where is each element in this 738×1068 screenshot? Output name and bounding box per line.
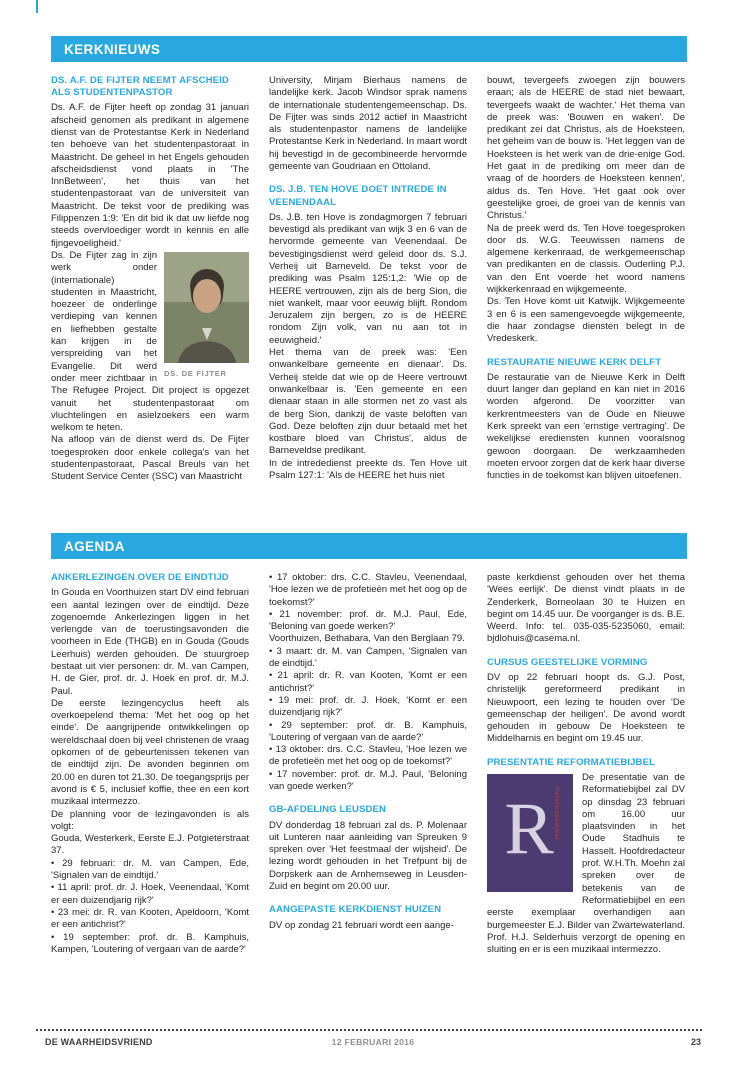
agenda-column-3 bbox=[487, 572, 685, 1014]
agenda-list-item: • 21 april: dr. R. van Kooten, 'Komt er een antichrist?' bbox=[269, 670, 467, 694]
agenda-venue-voorthuizen: Voorthuizen, Bethabara, Van den Berglaan 79. bbox=[269, 633, 465, 645]
agenda-section-bar bbox=[51, 533, 687, 559]
agenda-paragraph-continued: paste kerkdienst gehouden over het thema 'Wees eerlijk'. De dienst vindt plaats in de Zenderkerk, Borneolaan 30 te Huizen en begint om 14.45 uur. De voorganger is ds. B.E. Weerd. Info: tel. 035-035-5235060, email: bjdlohuis@casema.nl. bbox=[487, 572, 685, 645]
agenda-list-item: • 11 april: prof. dr. J. Hoek, Veenendaal, 'Komt er een duizendjarig rijk?' bbox=[51, 882, 249, 906]
agenda-columns bbox=[51, 572, 687, 1014]
agenda-list-item: • 23 mei: dr. R. van Kooten, Apeldoorn, 'Komt er een antichrist?' bbox=[51, 906, 249, 931]
agenda-heading-cursus: CURSUS GEESTELIJKE VORMING bbox=[487, 656, 648, 668]
article-heading-de-fijter: DS. A.F. DE FIJTER NEEMT AFSCHEID ALS STUDENTENPASTOR bbox=[51, 75, 229, 99]
photo-caption: DS. DE FIJTER bbox=[164, 368, 227, 378]
agenda-body-with-cover bbox=[487, 772, 685, 956]
agenda-paragraph: In Gouda en Voorthuizen start DV eind februari een aantal lezingen over de eindtijd. Deze zogenoemde Ankerlezingen liggen in het verlengde van de toerustingsavonden die voorheen in Ede (THGB) en in Gouda (Gouds Leerhuis) werden gehouden. De stuurgroep bestaat uit vier personen: dr. M. van Campen, H. de Gier, prof. dr. J. Hoek en prof. dr. M.J. Paul. bbox=[51, 587, 249, 697]
page-footer bbox=[45, 1037, 701, 1051]
agenda-heading-reformatiebijbel: PRESENTATIE REFORMATIEBIJBEL bbox=[487, 756, 656, 768]
kerknieuws-column-2 bbox=[269, 75, 467, 533]
article-paragraph: Het thema van de preek was: 'Een onwankelbare gemeente en dienaar'. Ds. Verheij stelde dat wie op de Heere vertrouwt onwankelbaar is. 'Een gemeente en een dienaar staan in alle stormen net zo vast als de berg Sion, dankzij de vaste beloften van God. Deze beloften zijn duur betaald met het kostbare bloed van Christus', aldus de Barneveldse predikant. bbox=[269, 347, 467, 457]
cover-spine-text: Reformatiebijbel bbox=[553, 786, 559, 840]
kerknieuws-column-3 bbox=[487, 75, 685, 533]
publication-name: DE WAARHEIDSVRIEND bbox=[45, 1037, 153, 1047]
agenda-section-title: AGENDA bbox=[64, 538, 125, 554]
agenda-list-item: • 3 maart: dr. M. van Campen, 'Signalen van de eindtijd.' bbox=[269, 645, 467, 670]
agenda-venue-gouda: Gouda, Westerkerk, Eerste E.J. Potgieterstraat 37. bbox=[51, 833, 249, 857]
kerknieuws-columns bbox=[51, 75, 687, 533]
article-body-with-photo bbox=[51, 250, 249, 484]
agenda-paragraph: DV op zondag 21 februari wordt een aange- bbox=[269, 919, 454, 931]
agenda-paragraph: DV donderdag 18 februari zal ds. P. Molenaar uit Lunteren naar aanleiding van Spreuken 9 spreken over 'Het feestmaal der wijsheid'. De lezing wordt gehouden in het Trefpunt bij de Dorpskerk aan de Arnhemseweg in Leusden-Zuid en begint om 20.00 uur. bbox=[269, 819, 467, 893]
article-paragraph-continued: bouwt, tevergeefs zwoegen zijn bouwers eraan; als de HEERE de stad niet bewaart, tevergeefs waakt de wachter.' Het thema van de preek was: 'Bouwen en waken'. De predikant zei dat Christus, als de Hoeksteen, het geheim van de bouw is. 'Het leggen van de Hoeksteen is het werk van de drie-enige God. Het gaat in de prediking om meer dan de vraag of de hoorders de Hoeksteen kennen', aldus ds. Ten Hove. 'Het gaat ook over geestelijke groei, de groei van de kennis van Christus.' bbox=[487, 75, 685, 222]
agenda-list-item: • 17 november: prof. dr. M.J. Paul, 'Beloning van goede werken?' bbox=[269, 768, 467, 793]
agenda-list-item: • 19 september: prof. dr. B. Kamphuis, Kampen, 'Loutering of vergaan van de aarde?' bbox=[51, 931, 249, 955]
kerknieuws-column-1 bbox=[51, 75, 249, 533]
agenda-list-item: • 29 februari: dr. M. van Campen, Ede, 'Signalen van de eindtijd.' bbox=[51, 857, 249, 882]
article-paragraph: Na de preek werd ds. Ten Hove toegesproken door ds. W.G. Teeuwissen namens de algemene kerkenraad, de werkgemeenschap van predikanten en de classis. Ouderling P.J. van den Ent voerde het woord namens wijkkerkenraad en wijkgemeente. bbox=[487, 222, 685, 296]
agenda-paragraph: DV op 22 februari hoopt ds. G.J. Post, christelijk gereformeerd predikant in Nieuwpoort, een lezing te houden over 'De gemeenschap der heiligen'. De avond wordt gehouden in gebouw De Hoeksteen te Middelharnis en begint om 19.45 uur. bbox=[487, 671, 685, 745]
article-paragraph: De restauratie van de Nieuwe Kerk in Delft duurt langer dan gepland en kan niet in 2016 worden afgerond. De voorzitter van kerkrentmeesters van de Oude en Nieuwe Kerk spreekt van een 'ernstige vertraging'. De wekelijkse erediensten kunnen vooralsnog gewoon doorgaan. De werkzaamheden moeten ervoor zorgen dat de kerk haar diverse functies in de toekomst kan blijven uitoefenen. bbox=[487, 371, 685, 482]
reformatiebijbel-cover-image bbox=[487, 774, 573, 892]
agenda-list-item: • 21 november: prof. dr. M.J. Paul, Ede, 'Beloning van goede werken?' bbox=[269, 608, 467, 633]
agenda-heading-kerkdienst-huizen: AANGEPASTE KERKDIENST HUIZEN bbox=[269, 904, 442, 916]
article-paragraph: Ds. De Fijter zag in zijn werk onder (internationale) studenten in Maastricht, hoezeer de onderlinge verdieping van kennen en liefhebben gestalte kan krijgen in de verspreiding van het Evangelie. Dit werd onder meer zichtbaar in The Refugee Project. Dit project is opgezet vanuit het studentenpastoraat om vluchtelingen en asielzoekers een warm welkom te heten. bbox=[51, 249, 249, 434]
agenda-list-item: • 29 september: prof. dr. B. Kamphuis, 'Loutering of vergaan van de aarde?' bbox=[269, 719, 467, 743]
agenda-column-1 bbox=[51, 572, 249, 1014]
agenda-list-item: • 13 oktober: drs. C.C. Stavleu, 'Hoe lezen we de profetieën met het oog op de toekomst?' bbox=[269, 744, 467, 768]
article-paragraph: Na afloop van de dienst werd ds. De Fijter toegesproken door enkele collega's van het studentenpastoraat, Pascal Breuls van het Student Service Center (SSC) van Maastricht bbox=[51, 434, 249, 483]
page-number: 23 bbox=[690, 1037, 701, 1047]
agenda-paragraph: De planning voor de lezingavonden is als volgt: bbox=[51, 808, 249, 832]
article-paragraph: Ds. A.F. de Fijter heeft op zondag 31 januari afscheid genomen als predikant in algemene dienst van de Protestantse Kerk in Nederland ten behoeve van het studentenpastoraat in Maastricht. De geheel in het Engels gehouden afscheidsdienst vond plaats in 'The InnBetween', het thuis van het studentenpastoraat van de universiteit van Maastricht. De tekst voor de prediking was Filippenzen 1:9: 'En dit bid ik dat uw liefde nog steeds overvloediger wordt in kennis en alle fijngevoeligheid.' bbox=[51, 102, 249, 249]
cover-letter-r: R bbox=[504, 788, 554, 871]
portrait-photo-ds-de-fijter bbox=[164, 252, 249, 363]
agenda-paragraph: De presentatie van de Reformatiebijbel zal DV op dinsdag 23 februari om 16.00 uur plaatsvinden in het Oude Stadhuis te Hasselt. Hoofdredacteur prof. W.H.Th. Moehn zal spreken over de betekenis van de Reformatiebijbel en een eerste exemplaar overhandigen aan burgemeester E.J. Bilder van Zwartewaterland. Prof. H.J. Selderhuis verzorgt de opening en sluiting en er is een muzikaal intermezzo. bbox=[487, 771, 686, 956]
agenda-column-2 bbox=[269, 572, 467, 1014]
agenda-paragraph: De eerste lezingencyclus heeft als overkoepelend thema: 'Met het oog op het einde'. De aangrijpende ontwikkelingen op wereldschaal doen bij veel christenen de vraag opkomen of de gebeurtenissen tekenen van de eindtijd zijn. De avonden beginnen om 20.00 en duren tot 21.30. De toegangsprijs per avond is € 5, inclusief koffie, thee en een kort muzikaal intermezzo. bbox=[51, 697, 249, 808]
kerknieuws-section-bar bbox=[51, 36, 687, 62]
agenda-list-item: • 19 mei: prof. dr. J. Hoek, 'Komt er een duizendjarig rijk?' bbox=[269, 694, 467, 719]
article-paragraph-continued: University, Mirjam Bierhaus namens de landelijke kerk. Jacob Windsor sprak namens de internationale studentengemeenschap. Ds. De Fijter was sinds 2012 actief in Maastricht als studentenpastor namens de landelijke Protestantse Kerk in Nederland. In maart wordt hij bevestigd in de gecombineerde hervormde gemeente van Goudriaan en Ottoland. bbox=[269, 75, 468, 173]
issue-date: 12 FEBRUARI 2016 bbox=[331, 1037, 415, 1047]
photo-block-ds-de-fijter bbox=[164, 252, 249, 380]
article-paragraph: Ds. Ten Hove komt uit Katwijk. Wijkgemeente 3 en 6 is een samengevoegde wijkgemeente, die haar zondagse diensten belegt in de Vredeskerk. bbox=[487, 296, 685, 345]
agenda-heading-gb-leusden: GB-AFDELING LEUSDEN bbox=[269, 804, 387, 816]
page-content bbox=[51, 36, 687, 1014]
footer-divider bbox=[36, 1029, 702, 1031]
article-heading-restauratie-delft: RESTAURATIE NIEUWE KERK DELFT bbox=[487, 356, 662, 368]
agenda-heading-ankerlezingen: ANKERLEZINGEN OVER DE EINDTIJD bbox=[51, 572, 229, 583]
kerknieuws-section-title: KERKNIEUWS bbox=[64, 41, 161, 57]
crop-mark bbox=[36, 0, 38, 13]
agenda-list-item: • 17 oktober: drs. C.C. Stavleu, Veenendaal, 'Hoe lezen we de profetieën met het oog op de toekomst?' bbox=[269, 572, 467, 608]
article-paragraph: In de intrededienst preekte ds. Ten Hove uit Psalm 127:1: 'Als de HEERE het huis niet bbox=[269, 457, 467, 482]
article-heading-ten-hove: DS. J.B. TEN HOVE DOET INTREDE IN VEENENDAAL bbox=[269, 184, 447, 208]
article-paragraph: Ds. J.B. ten Hove is zondagmorgen 7 februari bevestigd als predikant van wijk 3 en 6 van de hervormde gemeente van Veenendaal. De bevestigingsdienst werd geleid door ds. S.J. Verheij uit Barneveld. De tekst voor de prediking was Psalm 125:1,2: 'Wie op de HEERE vertrouwen, zijn als de berg Sion, die niet wankelt, maar voor eeuwig blijft. Rondom Jeruzalem zijn bergen, zo is de HEERE rondom Zijn volk, van nu aan tot in eeuwigheid.' bbox=[269, 211, 467, 346]
